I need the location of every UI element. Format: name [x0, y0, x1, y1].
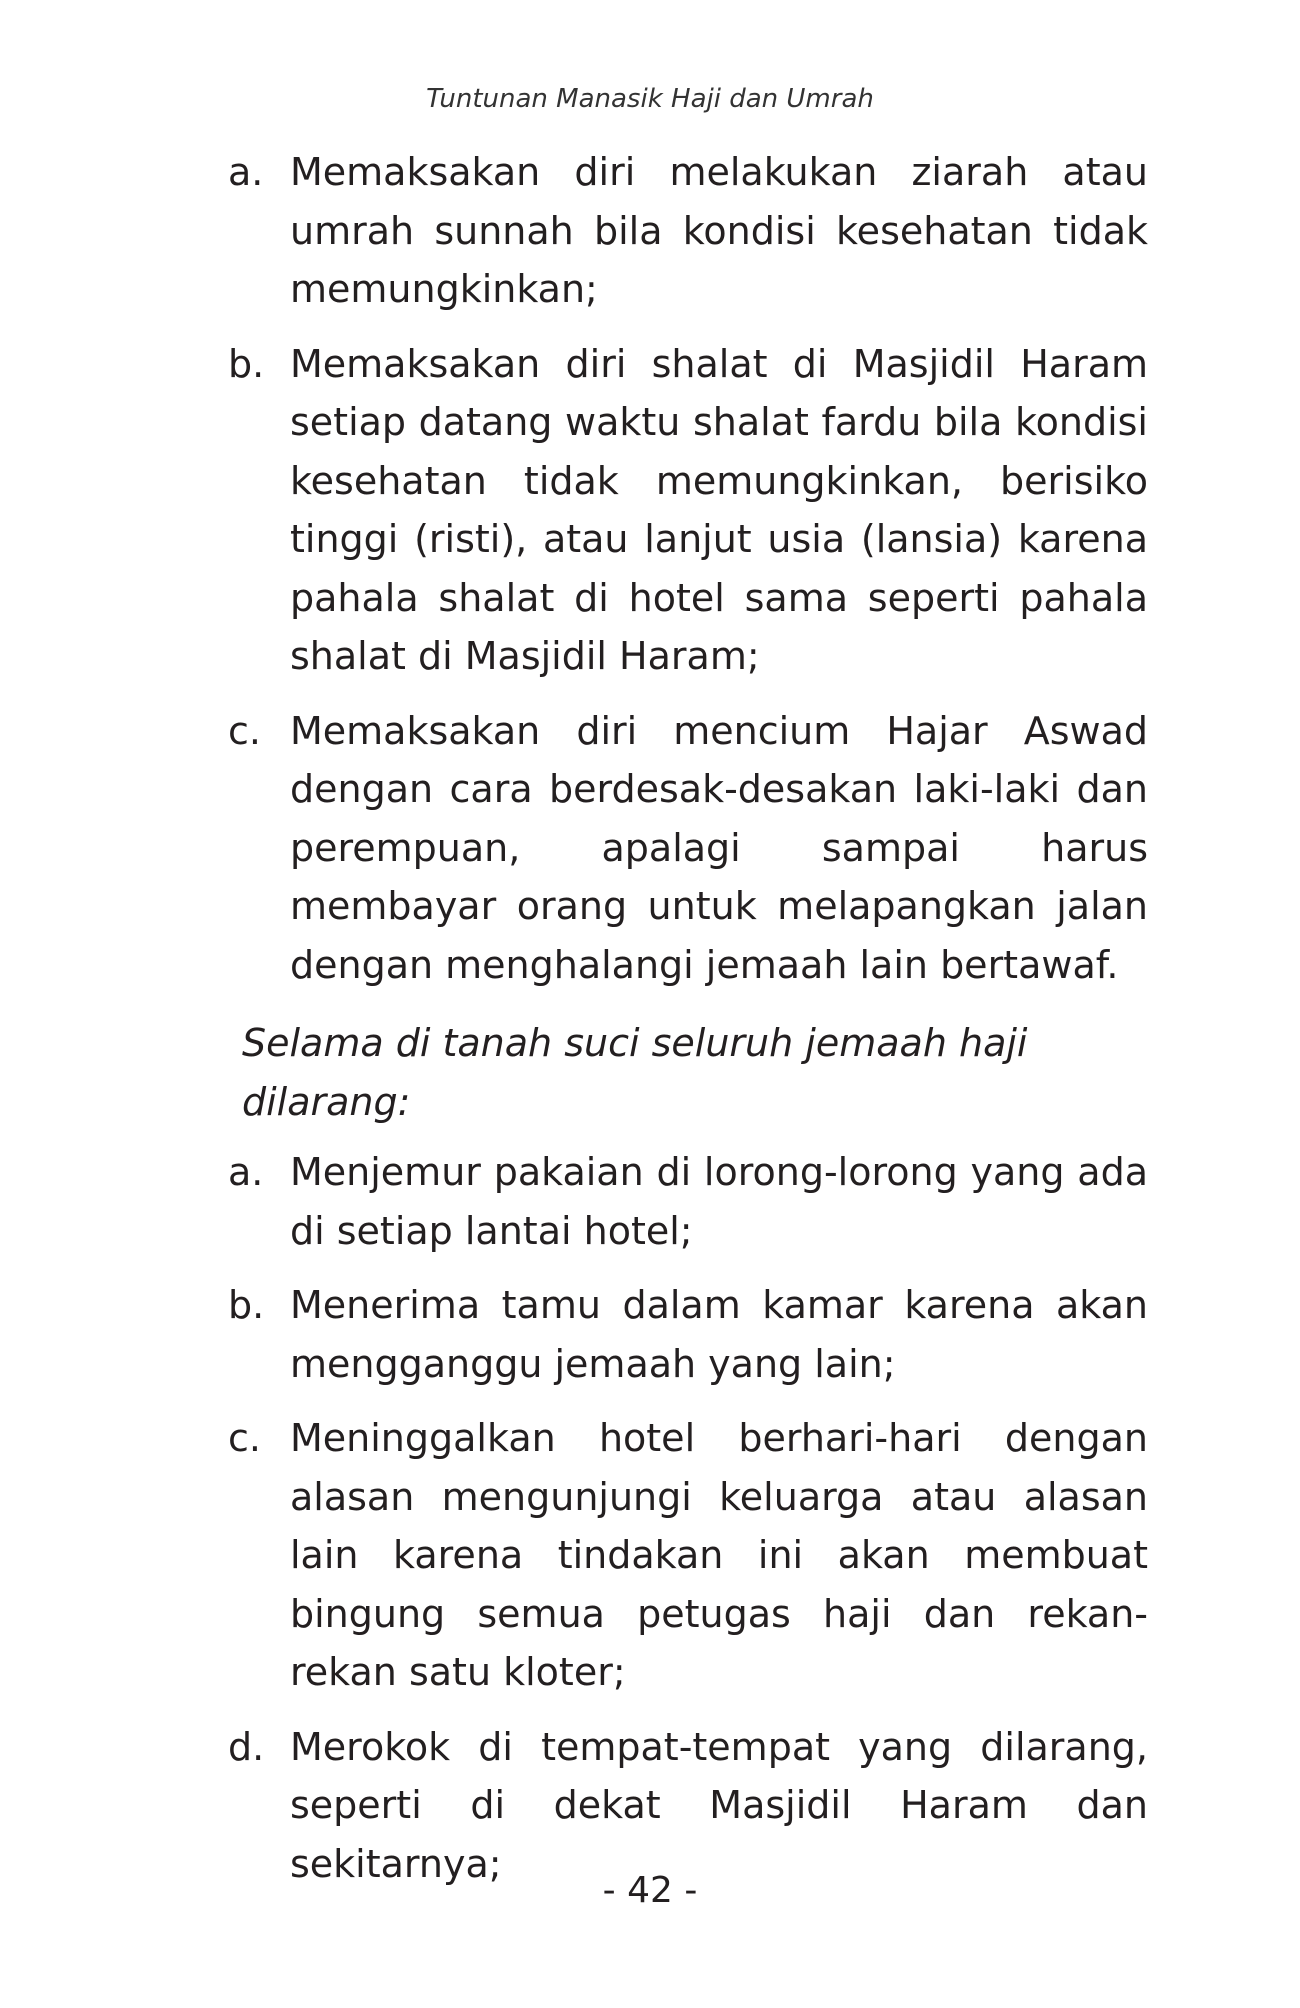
list-item-text: Memaksakan diri shalat di Masjidil Haram setiap datang waktu shalat fardu bila kondisi kesehatan tidak memungkinkan, berisiko tinggi (risti), atau lanjut usia (lansia) karena pahala shalat di hotel sama seperti pahala shalat di Masjidil Haram; [290, 341, 1148, 678]
list-marker: c. [228, 1416, 261, 1460]
list-item-text: Memaksakan diri mencium Hajar Aswad dengan cara berdesak-desakan laki-laki dan perempuan, apalagi sampai harus membayar orang untuk melapangkan jalan dengan menghalangi jemaah lain bertawaf. [290, 708, 1148, 987]
page-content [228, 143, 1148, 1909]
list-item [228, 1718, 1148, 1894]
page-number: - 42 - [602, 1870, 698, 1911]
running-header: Tuntunan Manasik Haji dan Umrah [426, 84, 874, 114]
section-intro: Selama di tanah suci seluruh jemaah haji dilarang: [242, 1021, 1028, 1124]
list-item-text: Menerima tamu dalam kamar karena akan mengganggu jemaah yang lain; [290, 1283, 1148, 1386]
list-item [228, 702, 1148, 995]
list-item [228, 1143, 1148, 1260]
list-1 [228, 143, 1148, 994]
list-marker: d. [228, 1724, 265, 1769]
list-item-text: Memaksakan diri melakukan ziarah atau umrah sunnah bila kondisi kesehatan tidak memungkinkan; [290, 150, 1148, 311]
list-2 [228, 1143, 1148, 1893]
list-item [228, 143, 1148, 319]
list-item-text: Menjemur pakaian di lorong-lorong yang ada di setiap lantai hotel; [290, 1150, 1148, 1253]
list-marker: a. [228, 150, 264, 194]
list-marker: c. [228, 708, 261, 753]
list-marker: a. [228, 1150, 264, 1194]
list-item [228, 335, 1148, 686]
list-item [228, 1409, 1148, 1702]
list-item-text: Merokok di tempat-tempat yang dilarang, seperti di dekat Masjidil Haram dan sekitarnya; [290, 1724, 1148, 1886]
list-item-text: Meninggalkan hotel berhari-hari dengan alasan mengunjungi keluarga atau alasan lain karena tindakan ini akan membuat bingung semua petugas haji dan rekan-rekan satu kloter; [290, 1416, 1148, 1694]
list-marker: b. [228, 341, 265, 386]
list-marker: b. [228, 1283, 265, 1327]
list-item [228, 1276, 1148, 1393]
